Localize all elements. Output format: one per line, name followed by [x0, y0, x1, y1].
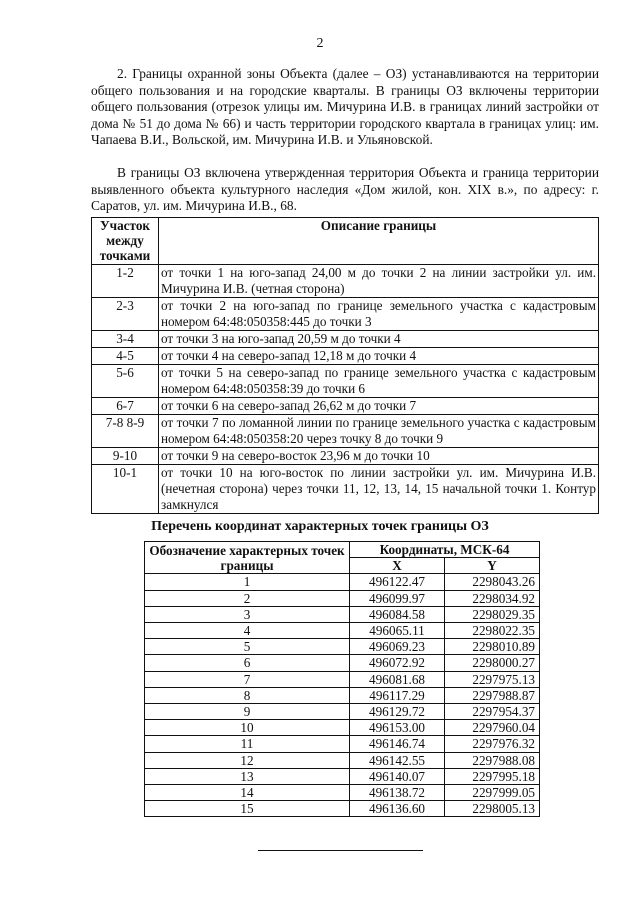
x-header: X — [350, 558, 445, 574]
segment-cell: 9-10 — [92, 448, 159, 465]
segment-cell: 4-5 — [92, 348, 159, 365]
point-cell: 4 — [145, 623, 350, 639]
point-cell: 9 — [145, 704, 350, 720]
segment-cell: 10-1 — [92, 465, 159, 514]
description-cell: от точки 1 на юго-запад 24,00 м до точки 2 на линии застройки ул. им. Мичурина И.В. (четная сторона) — [159, 265, 599, 298]
boundary-row — [92, 415, 599, 448]
description-cell: от точки 7 по ломанной линии по границе земельного участка с кадастровым номером 64:48:050358:20 через точку 8 до точки 9 — [159, 415, 599, 448]
x-cell: 496136.60 — [350, 801, 445, 817]
description-cell: от точки 2 на юго-запад по границе земельного участка с кадастровым номером 64:48:050358:445 до точки 3 — [159, 298, 599, 331]
point-cell: 7 — [145, 671, 350, 687]
x-cell: 496122.47 — [350, 574, 445, 590]
y-cell: 2298029.35 — [445, 606, 540, 622]
boundary-row — [92, 348, 599, 365]
segment-cell: 5-6 — [92, 365, 159, 398]
x-cell: 496099.97 — [350, 590, 445, 606]
y-cell: 2297995.18 — [445, 768, 540, 784]
coordinate-row — [145, 574, 540, 590]
point-cell: 8 — [145, 687, 350, 703]
coordinate-row — [145, 671, 540, 687]
description-header: Описание границы — [159, 218, 599, 265]
x-cell: 496084.58 — [350, 606, 445, 622]
description-cell: от точки 9 на северо-восток 23,96 м до точки 10 — [159, 448, 599, 465]
x-cell: 496069.23 — [350, 639, 445, 655]
coordinate-row — [145, 785, 540, 801]
paragraph-boundaries: 2. Границы охранной зоны Объекта (далее – ОЗ) устанавливаются на территории общего пользования и на городские кварталы. В границы ОЗ включены территории общего пользования (отрезок улицы им. Мичурина И.В. в границах линий застройки от дома № 51 до дома № 66) и часть территории городского квартала в границах улиц: им. Чапаева В.И., Вольской, им. Мичурина И.В. и Ульяновской. — [91, 66, 599, 148]
paragraph-included-territory: В границы ОЗ включена утвержденная территория Объекта и граница территории выявленного объекта культурного наследия «Дом жилой, кон. XIX в.», по адресу: г. Саратов, ул. им. Мичурина И.В., 68. — [91, 165, 599, 214]
y-cell: 2298022.35 — [445, 623, 540, 639]
coordinate-row — [145, 768, 540, 784]
boundary-row — [92, 331, 599, 348]
segment-cell: 3-4 — [92, 331, 159, 348]
segment-cell: 2-3 — [92, 298, 159, 331]
x-cell: 496129.72 — [350, 704, 445, 720]
x-cell: 496146.74 — [350, 736, 445, 752]
boundary-row — [92, 365, 599, 398]
x-cell: 496072.92 — [350, 655, 445, 671]
coordinates-title: Перечень координат характерных точек границы ОЗ — [151, 519, 489, 534]
coordinate-row — [145, 720, 540, 736]
coordinate-row — [145, 687, 540, 703]
y-cell: 2297999.05 — [445, 785, 540, 801]
y-cell: 2297960.04 — [445, 720, 540, 736]
footer-divider — [258, 850, 423, 851]
coordinate-row — [145, 752, 540, 768]
description-cell: от точки 3 на юго-запад 20,59 м до точки 4 — [159, 331, 599, 348]
y-cell: 2297988.87 — [445, 687, 540, 703]
y-cell: 2298010.89 — [445, 639, 540, 655]
boundary-description-table — [91, 217, 599, 514]
segment-cell: 6-7 — [92, 398, 159, 415]
y-cell: 2298000.27 — [445, 655, 540, 671]
point-cell: 6 — [145, 655, 350, 671]
x-cell: 496138.72 — [350, 785, 445, 801]
segment-cell: 7-8 8-9 — [92, 415, 159, 448]
y-cell: 2297988.08 — [445, 752, 540, 768]
point-designation-header: Обозначение характерных точек границы — [145, 542, 350, 574]
boundary-row — [92, 448, 599, 465]
x-cell: 496140.07 — [350, 768, 445, 784]
y-cell: 2298034.92 — [445, 590, 540, 606]
description-cell: от точки 10 на юго-восток по линии застройки ул. им. Мичурина И.В. (нечетная сторона) через точки 11, 12, 13, 14, 15 начальной точки 1. Контур замкнулся — [159, 465, 599, 514]
coordinate-row — [145, 704, 540, 720]
point-cell: 5 — [145, 639, 350, 655]
x-cell: 496081.68 — [350, 671, 445, 687]
description-cell: от точки 4 на северо-запад 12,18 м до точки 4 — [159, 348, 599, 365]
point-cell: 12 — [145, 752, 350, 768]
point-cell: 1 — [145, 574, 350, 590]
x-cell: 496065.11 — [350, 623, 445, 639]
page-number: 2 — [316, 36, 324, 51]
coordinate-row — [145, 623, 540, 639]
x-cell: 496117.29 — [350, 687, 445, 703]
point-cell: 14 — [145, 785, 350, 801]
point-cell: 2 — [145, 590, 350, 606]
y-cell: 2298005.13 — [445, 801, 540, 817]
point-cell: 15 — [145, 801, 350, 817]
x-cell: 496142.55 — [350, 752, 445, 768]
point-cell: 10 — [145, 720, 350, 736]
coordinates-header: Координаты, МСК-64 — [350, 542, 540, 558]
coordinate-row — [145, 801, 540, 817]
coordinate-row — [145, 736, 540, 752]
y-header: Y — [445, 558, 540, 574]
description-cell: от точки 5 на северо-запад по границе земельного участка с кадастровым номером 64:48:050358:39 до точки 6 — [159, 365, 599, 398]
y-cell: 2297976.32 — [445, 736, 540, 752]
coordinates-table — [144, 541, 540, 817]
boundary-row — [92, 265, 599, 298]
point-cell: 13 — [145, 768, 350, 784]
boundary-row — [92, 398, 599, 415]
boundary-table-header — [92, 218, 599, 265]
point-cell: 3 — [145, 606, 350, 622]
boundary-row — [92, 465, 599, 514]
point-cell: 11 — [145, 736, 350, 752]
coordinate-row — [145, 655, 540, 671]
description-cell: от точки 6 на северо-запад 26,62 м до точки 7 — [159, 398, 599, 415]
coordinate-row — [145, 639, 540, 655]
y-cell: 2298043.26 — [445, 574, 540, 590]
segment-cell: 1-2 — [92, 265, 159, 298]
x-cell: 496153.00 — [350, 720, 445, 736]
coordinate-row — [145, 590, 540, 606]
segment-header: Участок между точками — [92, 218, 159, 265]
boundary-row — [92, 298, 599, 331]
y-cell: 2297954.37 — [445, 704, 540, 720]
y-cell: 2297975.13 — [445, 671, 540, 687]
coordinate-row — [145, 606, 540, 622]
